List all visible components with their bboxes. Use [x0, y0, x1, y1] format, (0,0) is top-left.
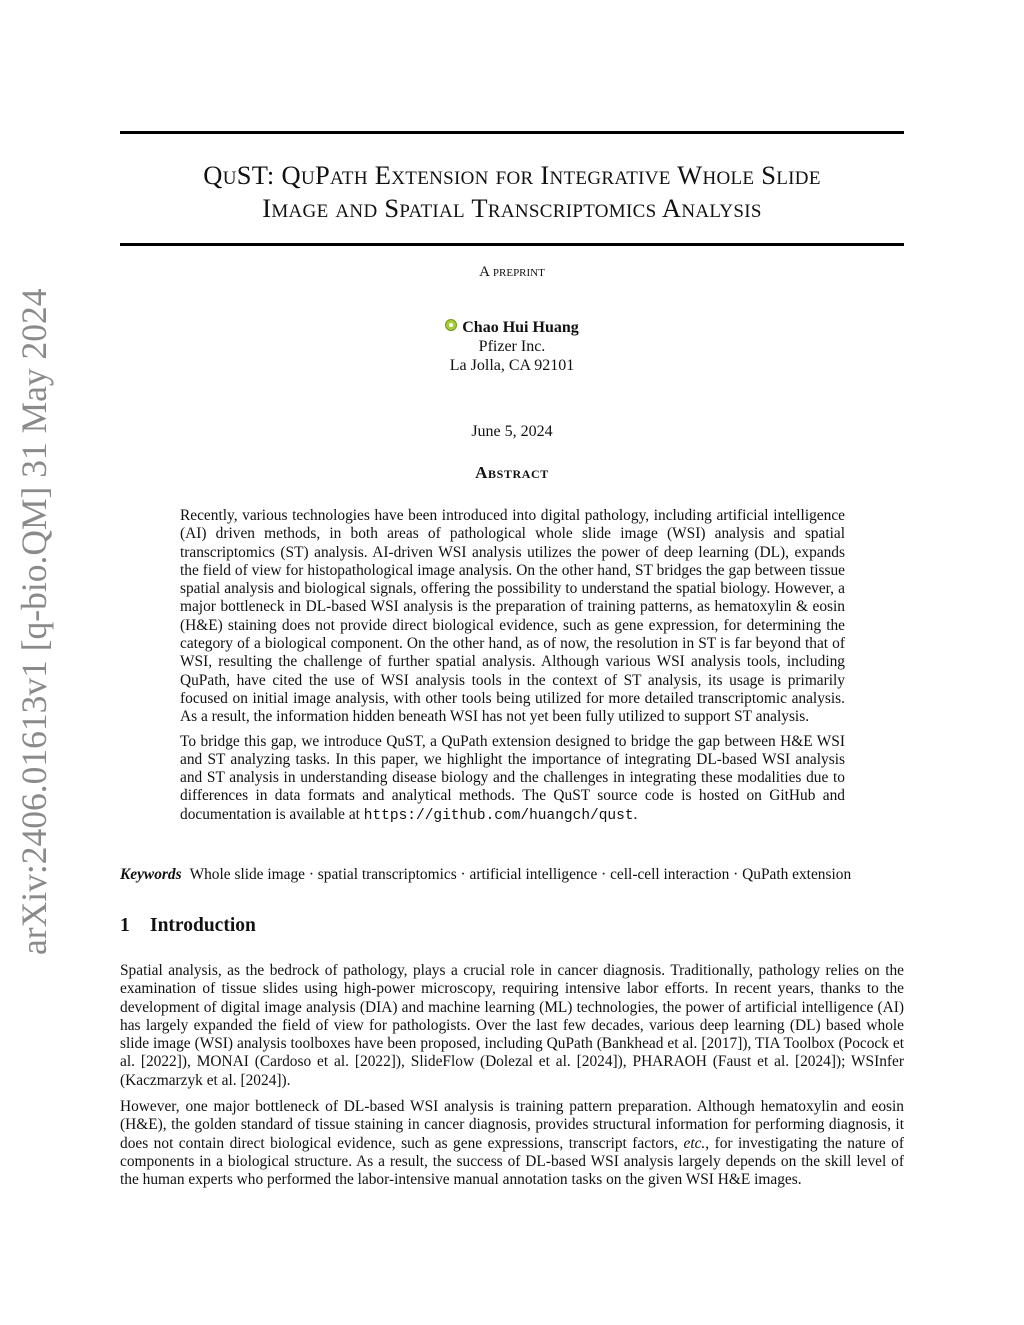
abstract-paragraph-2-end: . — [633, 805, 638, 823]
author-location: La Jolla, CA 92101 — [449, 357, 575, 374]
abstract-paragraph-2 — [180, 733, 845, 825]
introduction-paragraph-2-end: , for investigating the nature of components in a biological structure. As a result, the success of DL-based WSI analysis largely depends on the skill level of the human experts who performed the labor-intensive manual annotation tasks on the given WSI H&E images. — [120, 1134, 904, 1189]
keywords-line — [120, 865, 904, 884]
abstract-paragraph-1: Recently, various technologies have been introduced into digital pathology, including artificial intelligence (AI) driven methods, in both areas of pathological whole slide image (WSI) analysis and spatial transcriptomics (ST) analysis. AI-driven WSI analysis utilizes the power of deep learning (DL), expands the field of view for histopathological image analysis. On the other hand, ST bridges the gap between tissue spatial analysis and biological signals, offering the possibility to understand the spatial biology. However, a major bottleneck in DL-based WSI analysis is the preparation of training patterns, as hematoxylin & eosin (H&E) staining does not provide direct biological evidence, such as gene expression, for determining the category of a biological component. On the other hand, as of now, the resolution in ST is far beyond that of WSI, resulting the challenge of further spatial analysis. Although various WSI analysis tools, including QuPath, have cited the use of WSI analysis tools in the context of ST analysis, its usage is primarily focused on initial image analysis, with other tools being utilized for more detailed transcriptomic analysis. As a result, the information hidden beneath WSI has not yet been fully utilized to support ST analysis. — [180, 507, 845, 726]
introduction-paragraph-2-text: However, one major bottleneck of DL-based WSI analysis is training pattern preparation. Although hematoxylin and eosin (H&E), the golden standard of tissue staining in cancer diagnosis, provides structural information for performing diagnosis, it does not contain direct biological evidence, such as gene expressions, transcript factors, — [120, 1098, 904, 1152]
introduction-body — [120, 962, 904, 1198]
paper-title — [120, 159, 904, 225]
arxiv-identifier-stamp: arXiv:2406.01613v1 [q-bio.QM] 31 May 2024 — [14, 288, 54, 955]
preprint-label: A preprint — [479, 264, 545, 280]
introduction-paragraph-2 — [120, 1098, 904, 1189]
title-rule-bottom — [120, 243, 904, 246]
author-affiliation: Pfizer Inc. — [478, 338, 546, 355]
keywords-label: Keywords — [120, 866, 182, 883]
section-number: 1 — [120, 915, 130, 936]
publication-date: June 5, 2024 — [471, 423, 553, 440]
introduction-etc: etc. — [683, 1134, 706, 1152]
title-rule-top — [120, 131, 904, 134]
title-line-1: QuST: QuPath Extension for Integrative Whole Slide — [203, 160, 821, 190]
author-block — [120, 318, 904, 375]
abstract-heading: Abstract — [475, 463, 549, 482]
author-name: Chao Hui Huang — [462, 319, 579, 336]
keywords-text: Whole slide image · spatial transcriptomics · artificial intelligence · cell-cell interaction · QuPath extension — [189, 866, 852, 883]
section-heading-introduction — [120, 915, 904, 937]
abstract-body — [180, 507, 845, 831]
github-url-link[interactable]: https://github.com/huangch/qust — [363, 807, 634, 824]
abstract-paragraph-2-text: To bridge this gap, we introduce QuST, a QuPath extension designed to bridge the gap between H&E WSI and ST analyzing tasks. In this paper, we highlight the importance of integrating DL-based WSI analysis and ST analysis in understanding disease biology and the challenges in integrating these modalities due to differences in data formats and analytical methods. The QuST source code is hosted on GitHub and documentation is available at — [180, 732, 845, 823]
introduction-paragraph-1: Spatial analysis, as the bedrock of pathology, plays a crucial role in cancer diagnosis. Traditionally, pathology relies on the examination of tissue slides using high-power microscopy, requiring intensive labor efforts. In recent years, thanks to the development of digital image analysis (DIA) and machine learning (ML) technologies, the power of artificial intelligence (AI) has largely expanded the field of view for pathologists. Over the last few decades, various deep learning (DL) based whole slide image (WSI) analysis toolboxes have been proposed, including QuPath (Bankhead et al. [2017]), TIA Toolbox (Pocock et al. [2022]), MONAI (Cardoso et al. [2022]), SlideFlow (Dolezal et al. [2024]), PHARAOH (Faust et al. [2024]); WSInfer (Kaczmarzyk et al. [2024]). — [120, 962, 904, 1089]
orcid-icon[interactable] — [445, 319, 457, 331]
section-title: Introduction — [150, 915, 256, 936]
title-line-2: Image and Spatial Transcriptomics Analysis — [262, 193, 762, 223]
